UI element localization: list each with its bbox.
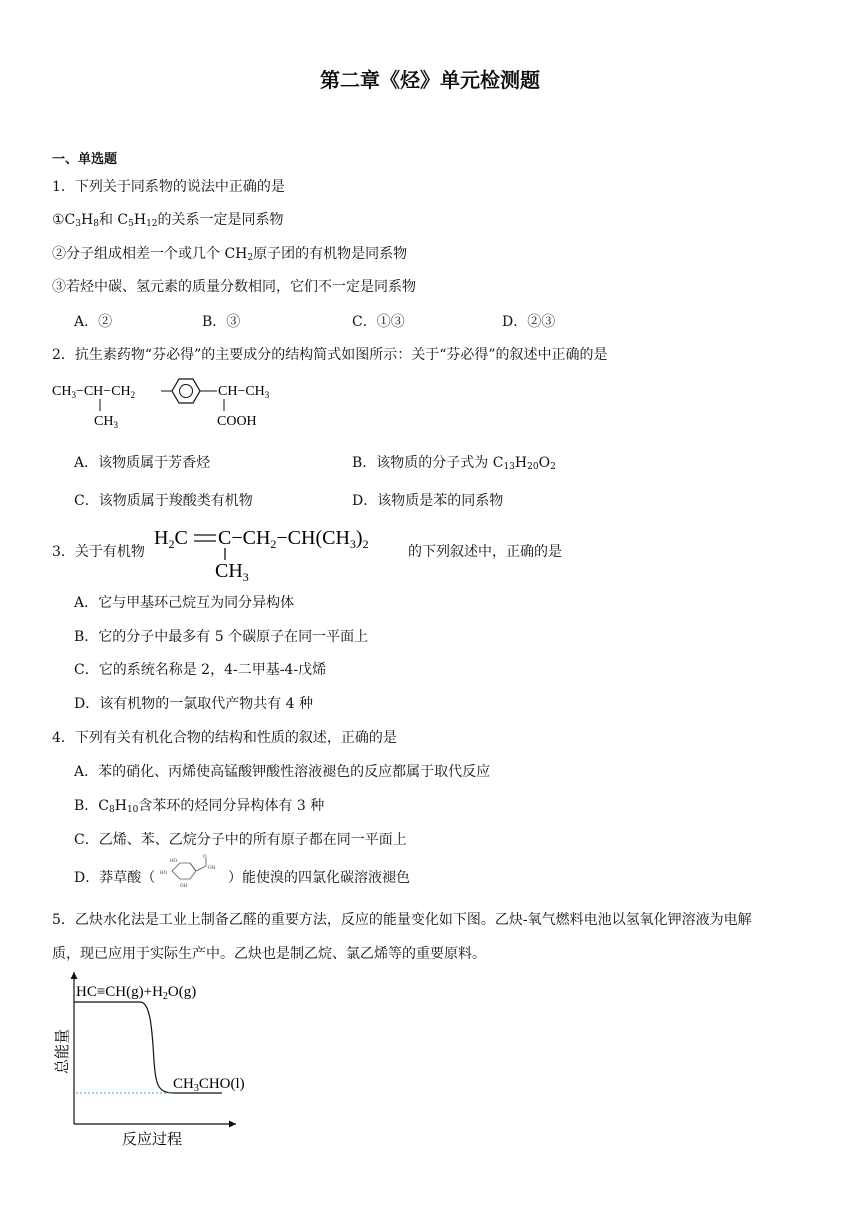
q4-option-c: C．乙烯、苯、乙烷分子中的所有原子都在同一平面上: [74, 832, 407, 848]
q4-option-b: B．$C_8H_{10}$含苯环的烃同分异构体有 3 种: [74, 798, 325, 815]
q2-option-b: B．该物质的分子式为 $C_{13}H_{20}O_2$: [352, 455, 556, 472]
q1-statement-1: $①C_3H_8$和 $C_5H_{12}$的关系一定是同系物: [52, 212, 284, 229]
q3-option-d: D．该有机物的一氯取代产物共有 4 种: [74, 696, 314, 712]
q2-option-c: C．该物质属于羧酸类有机物: [74, 493, 253, 509]
shikimic-acid-structure: [156, 852, 228, 892]
q1-option-c: C．①③: [352, 314, 405, 330]
q5-line-1: 5．乙炔水化法是工业上制备乙醛的重要方法，反应的能量变化如下图。乙炔-氧气燃料电池以氢氧化钾溶液为电解: [52, 912, 752, 928]
q1-stem: 1．下列关于同系物的说法中正确的是: [52, 179, 285, 195]
q4-option-d-start: D．莽草酸（: [74, 870, 156, 886]
svg-text:O: O: [203, 855, 207, 860]
q3-option-b: B．它的分子中最多有 5 个碳原子在同一平面上: [74, 629, 369, 645]
q2-option-a: A．该物质属于芳香烃: [74, 455, 211, 471]
page-title: 第二章《烃》单元检测题: [320, 68, 540, 92]
q3-stem-end: 的下列叙述中，正确的是: [408, 544, 562, 560]
q3-structure: [152, 518, 408, 582]
svg-text:HO: HO: [170, 859, 178, 864]
svg-text:CH−CH3: $CH-CH_3$: [218, 384, 270, 400]
svg-text:COOH: COOH: [217, 414, 257, 429]
section-heading: 一、单选题: [52, 152, 118, 167]
y-axis-label: 总能量: [55, 1028, 71, 1074]
q5-line-2: 质，现已应用于实际生产中。乙炔也是制乙烷、氯乙烯等的重要原料。: [52, 946, 486, 962]
svg-text:CH3: $CH_3$: [94, 414, 118, 430]
q1-statement-2: ②分子组成相差一个或几个 $CH_2$原子团的有机物是同系物: [52, 246, 408, 263]
q1-option-d: D．②③: [502, 314, 556, 330]
q3-option-c: C．它的系统名称是 2，4-二甲基-4-戊烯: [74, 662, 327, 678]
reactants-label: $HC\equiv CH(g)+H_2O(g)$: [76, 984, 197, 1002]
product-label: $CH_3CHO(l)$: [173, 1076, 245, 1094]
q4-stem: 4．下列有关有机化合物的结构和性质的叙述，正确的是: [52, 730, 397, 746]
svg-text:CH3−CH−CH2: $CH_3-CH-CH_2$: [52, 384, 136, 400]
q4-option-d-end: ）能使溴的四氯化碳溶液褪色: [228, 870, 410, 886]
q4-option-a: A．苯的硝化、丙烯使高锰酸钾酸性溶液褪色的反应都属于取代反应: [74, 764, 491, 780]
svg-text:H2C: $H_2C$: [154, 527, 188, 551]
svg-text:CH3: $CH_3$: [215, 560, 249, 582]
q3-option-a: A．它与甲基环己烷互为同分异构体: [74, 595, 295, 611]
energy-diagram: [50, 966, 260, 1148]
q3-stem-start: 3．关于有机物: [52, 544, 145, 560]
svg-text:HO: HO: [160, 871, 168, 876]
svg-text:C−CH2−CH(CH3)2: $C-CH_2-CH(CH_3)_2$: [218, 527, 369, 551]
q2-stem: 2．抗生素药物“芬必得”的主要成分的结构简式如图所示：关于“芬必得”的叙述中正确的是: [52, 347, 608, 363]
q1-option-a: A．②: [74, 314, 113, 330]
q2-option-d: D．该物质是苯的同系物: [352, 493, 504, 509]
x-axis-label: 反应过程: [122, 1132, 183, 1148]
svg-text:OH: OH: [208, 866, 216, 871]
svg-text:OH: OH: [180, 884, 188, 889]
q1-option-b: B．③: [202, 314, 241, 330]
ibuprofen-structure: [50, 372, 300, 432]
q1-statement-3: ③若烃中碳、氢元素的质量分数相同，它们不一定是同系物: [52, 279, 416, 295]
